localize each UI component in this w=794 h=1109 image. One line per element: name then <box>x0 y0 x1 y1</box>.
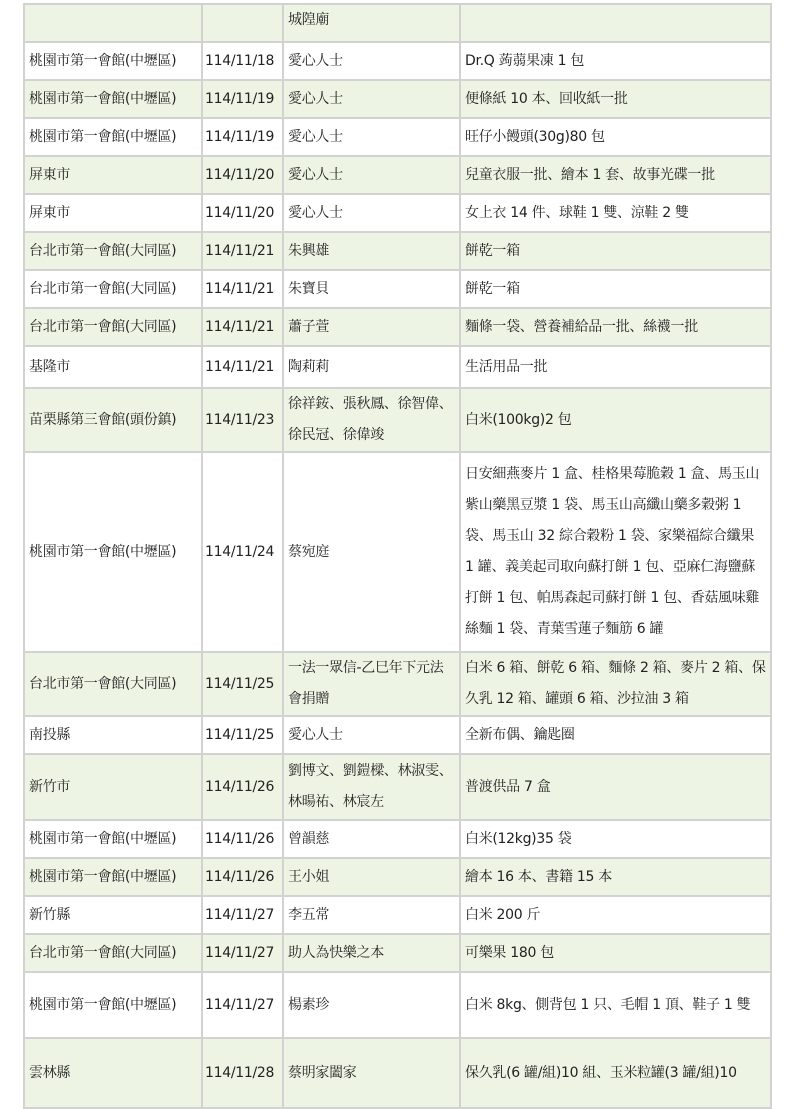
donor-cell: 助人為快樂之本 <box>283 934 460 972</box>
items-cell: Dr.Q 蒟蒻果凍 1 包 <box>460 42 771 80</box>
date-cell: 114/11/21 <box>202 308 283 346</box>
location-cell: 屏東市 <box>24 194 202 232</box>
donor-cell: 一法一眾信-乙巳年下元法會捐贈 <box>283 652 460 716</box>
location-cell: 台北市第一會館(大同區) <box>24 270 202 308</box>
table-row <box>24 754 771 820</box>
table-row <box>24 972 771 1038</box>
items-cell: 白米(12kg)35 袋 <box>460 820 771 858</box>
items-cell: 日安細燕麥片 1 盒、桂格果莓脆穀 1 盒、馬玉山紫山藥黑豆漿 1 袋、馬玉山高纖山藥多穀粥 1 袋、馬玉山 32 綜合穀粉 1 袋、家樂福綜合纖果 1 罐、義美起司取向蘇打餅 1 包、亞麻仁海鹽蘇打餅 1 包、帕馬森起司蘇打餅 1 包、香菇風味雞絲麵 1 袋、青葉雪蓮子麵筋 6 罐 <box>460 452 771 652</box>
location-cell: 桃園市第一會館(中壢區) <box>24 118 202 156</box>
donor-cell: 愛心人士 <box>283 716 460 754</box>
date-cell: 114/11/26 <box>202 820 283 858</box>
date-cell: 114/11/26 <box>202 754 283 820</box>
table-row <box>24 156 771 194</box>
donor-cell: 朱興雄 <box>283 232 460 270</box>
items-cell: 餅乾一箱 <box>460 232 771 270</box>
items-cell: 白米 200 斤 <box>460 896 771 934</box>
location-cell: 苗栗縣第三會館(頭份鎮) <box>24 388 202 452</box>
location-cell <box>24 4 202 42</box>
items-cell: 繪本 16 本、書籍 15 本 <box>460 858 771 896</box>
location-cell: 台北市第一會館(大同區) <box>24 232 202 270</box>
donor-cell: 李五常 <box>283 896 460 934</box>
table-row <box>24 194 771 232</box>
donor-cell: 愛心人士 <box>283 42 460 80</box>
location-cell: 台北市第一會館(大同區) <box>24 934 202 972</box>
date-cell: 114/11/19 <box>202 80 283 118</box>
items-cell: 白米(100kg)2 包 <box>460 388 771 452</box>
donor-cell: 徐祥銨、張秋鳳、徐智偉、徐民冠、徐偉竣 <box>283 388 460 452</box>
donation-table <box>23 3 772 1109</box>
date-cell: 114/11/18 <box>202 42 283 80</box>
items-cell: 白米 8kg、側背包 1 只、毛帽 1 頂、鞋子 1 雙 <box>460 972 771 1038</box>
donor-cell: 蕭子萱 <box>283 308 460 346</box>
date-cell: 114/11/26 <box>202 858 283 896</box>
table-row <box>24 118 771 156</box>
location-cell: 桃園市第一會館(中壢區) <box>24 452 202 652</box>
donor-cell: 朱寶貝 <box>283 270 460 308</box>
donor-cell: 愛心人士 <box>283 194 460 232</box>
location-cell: 台北市第一會館(大同區) <box>24 652 202 716</box>
items-cell: 保久乳(6 罐/組)10 組、玉米粒罐(3 罐/組)10 <box>460 1038 771 1108</box>
date-cell: 114/11/23 <box>202 388 283 452</box>
date-cell: 114/11/21 <box>202 346 283 388</box>
location-cell: 南投縣 <box>24 716 202 754</box>
date-cell: 114/11/25 <box>202 716 283 754</box>
items-cell: 白米 6 箱、餅乾 6 箱、麵條 2 箱、麥片 2 箱、保久乳 12 箱、罐頭 6 箱、沙拉油 3 箱 <box>460 652 771 716</box>
date-cell: 114/11/24 <box>202 452 283 652</box>
location-cell: 台北市第一會館(大同區) <box>24 308 202 346</box>
location-cell: 新竹縣 <box>24 896 202 934</box>
donor-cell: 陶莉莉 <box>283 346 460 388</box>
donor-cell: 楊素珍 <box>283 972 460 1038</box>
items-cell: 女上衣 14 件、球鞋 1 雙、涼鞋 2 雙 <box>460 194 771 232</box>
donor-cell: 蔡明家闔家 <box>283 1038 460 1108</box>
donation-table-body <box>24 4 771 1108</box>
table-row <box>24 716 771 754</box>
table-row <box>24 232 771 270</box>
date-cell: 114/11/27 <box>202 896 283 934</box>
items-cell: 麵條一袋、營養補給品一批、絲襪一批 <box>460 308 771 346</box>
location-cell: 桃園市第一會館(中壢區) <box>24 80 202 118</box>
date-cell: 114/11/21 <box>202 270 283 308</box>
table-row <box>24 858 771 896</box>
donor-cell: 城隍廟 <box>283 4 460 42</box>
table-row <box>24 270 771 308</box>
items-cell <box>460 4 771 42</box>
items-cell: 旺仔小饅頭(30g)80 包 <box>460 118 771 156</box>
date-cell: 114/11/28 <box>202 1038 283 1108</box>
table-row <box>24 820 771 858</box>
location-cell: 雲林縣 <box>24 1038 202 1108</box>
location-cell: 基隆市 <box>24 346 202 388</box>
location-cell: 屏東市 <box>24 156 202 194</box>
table-row <box>24 346 771 388</box>
table-row <box>24 308 771 346</box>
date-cell <box>202 4 283 42</box>
items-cell: 餅乾一箱 <box>460 270 771 308</box>
donor-cell: 王小姐 <box>283 858 460 896</box>
donor-cell: 愛心人士 <box>283 80 460 118</box>
donor-cell: 蔡宛庭 <box>283 452 460 652</box>
items-cell: 生活用品一批 <box>460 346 771 388</box>
items-cell: 便條紙 10 本、回收紙一批 <box>460 80 771 118</box>
items-cell: 全新布偶、鑰匙圈 <box>460 716 771 754</box>
items-cell: 兒童衣服一批、繪本 1 套、故事光碟一批 <box>460 156 771 194</box>
location-cell: 桃園市第一會館(中壢區) <box>24 820 202 858</box>
location-cell: 桃園市第一會館(中壢區) <box>24 42 202 80</box>
table-row <box>24 896 771 934</box>
donor-cell: 愛心人士 <box>283 118 460 156</box>
table-row <box>24 934 771 972</box>
location-cell: 桃園市第一會館(中壢區) <box>24 858 202 896</box>
table-row <box>24 80 771 118</box>
table-row <box>24 42 771 80</box>
date-cell: 114/11/21 <box>202 232 283 270</box>
date-cell: 114/11/27 <box>202 934 283 972</box>
table-row <box>24 652 771 716</box>
items-cell: 可樂果 180 包 <box>460 934 771 972</box>
items-cell: 普渡供品 7 盒 <box>460 754 771 820</box>
donor-cell: 愛心人士 <box>283 156 460 194</box>
location-cell: 新竹市 <box>24 754 202 820</box>
table-row <box>24 388 771 452</box>
donor-cell: 曾韻慈 <box>283 820 460 858</box>
table-row <box>24 1038 771 1108</box>
table-row <box>24 4 771 42</box>
date-cell: 114/11/27 <box>202 972 283 1038</box>
date-cell: 114/11/20 <box>202 156 283 194</box>
date-cell: 114/11/25 <box>202 652 283 716</box>
date-cell: 114/11/19 <box>202 118 283 156</box>
table-row <box>24 452 771 652</box>
date-cell: 114/11/20 <box>202 194 283 232</box>
location-cell: 桃園市第一會館(中壢區) <box>24 972 202 1038</box>
donor-cell: 劉博文、劉鎧樑、林淑雯、林暘祐、林宸左 <box>283 754 460 820</box>
